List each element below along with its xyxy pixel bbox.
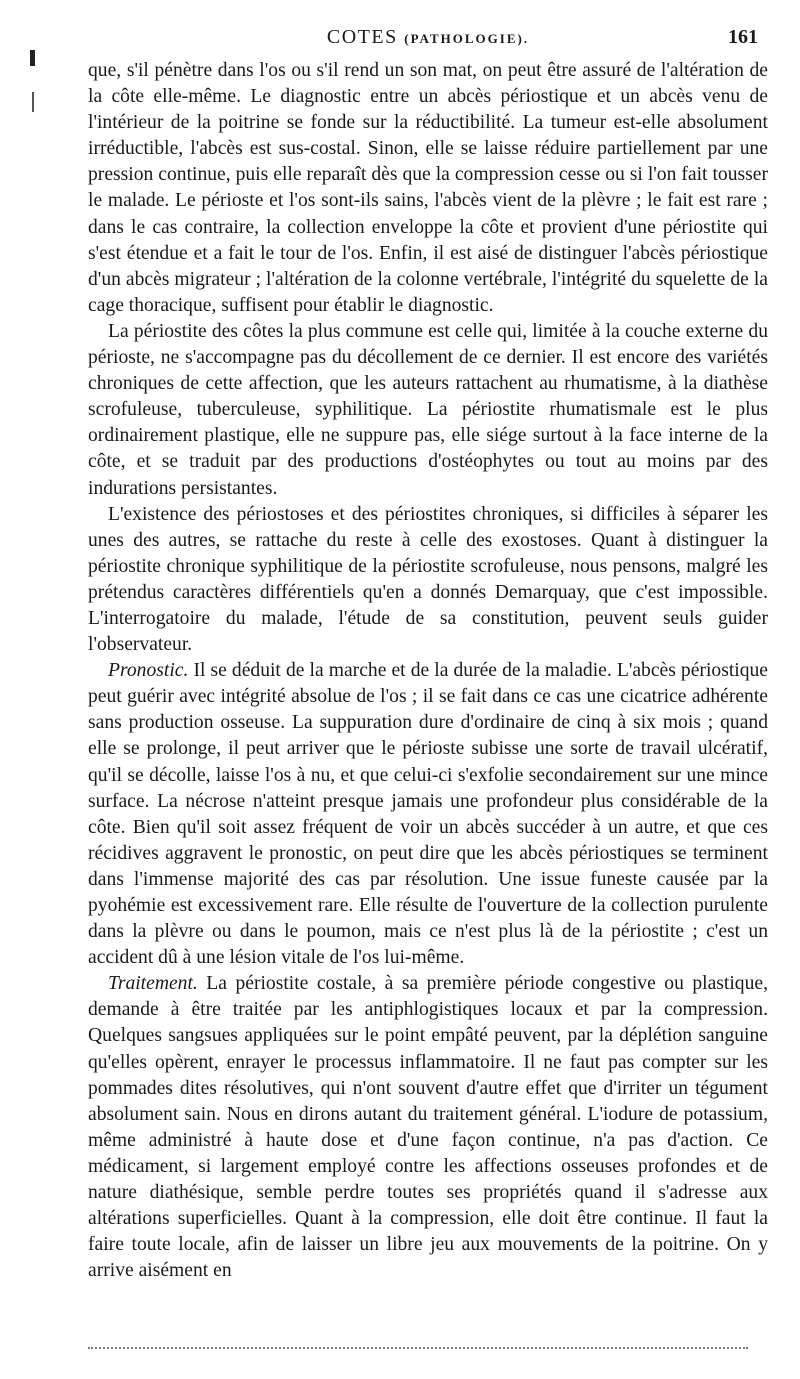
paragraph-text: Il se déduit de la marche et de la durée de la maladie. L'abcès périostique peut guérir avec intégrité absolue de l'os ; il se fait dans ce cas une cicatrice adhérente sans production osseuse. La suppuration dure d'ordinaire de cinq à six mois ; quand elle se prolonge, il peut arriver que le périoste subisse une sorte de travail ulcératif, qu'il se décolle, laisse l'os à nu, et que celui-ci s'exfolie secondairement sur une mince surface. La nécrose n'atteint presque jamais une profondeur plus considérable de la côte. Bien qu'il soit assez fréquent de voir un abcès succéder à un autre, et que ces récidives aggravent le pronostic, on peut dire que les abcès périostiques se terminent dans l'immense majorité des cas par résolution. Une issue funeste causée par la pyohémie est excessivement rare. Elle résulte de l'ouverture de la collection purulente dans la plèvre ou dans le poumon, mais ce n'est plus là de la périostite ; c'est un accident dû à une lésion vitale de l'os lui-même. (88, 660, 768, 969)
paragraph-traitement (88, 971, 768, 1284)
paragraph-text: L'existence des périostoses et des périostites chroniques, si difficiles à séparer les unes des autres, se rattache du reste à celle des exostoses. Quant à distinguer la périostite chronique syphilitique de la périostite scrofuleuse, nous pensons, malgré les prétendus caractères différentiels qu'en a donnés Demarquay, que c'est impossible. L'interrogatoire du malade, l'étude de sa constitution, peuvent seuls guider l'observateur. (88, 503, 768, 656)
margin-mark (30, 50, 35, 66)
margin-marks (30, 50, 44, 130)
paragraph (88, 58, 768, 319)
footer-rule (88, 1347, 748, 1349)
section-heading-traitement: Traitement. (108, 973, 198, 995)
running-head (88, 26, 768, 49)
paragraph (88, 502, 768, 659)
page-number: 161 (728, 26, 758, 48)
paragraph (88, 319, 768, 502)
section-heading-pronostic: Pronostic. (108, 660, 189, 682)
page-header (88, 26, 768, 56)
paragraph-pronostic (88, 658, 768, 971)
margin-mark (32, 92, 34, 112)
running-head-title: COTES (326, 26, 398, 48)
paragraph-text: La périostite des côtes la plus commune est celle qui, limitée à la couche externe du périoste, ne s'accompagne pas du décollement de ce dernier. Il est encore des variétés chroniques de cette affection, que les auteurs rattachent au rhumatisme, à la diathèse scrofuleuse, tuberculeuse, syphilitique. La périostite rhumatismale est le plus ordinairement plastique, elle ne suppure pas, elle siége surtout à la face interne de la côte, et se traduit par des productions d'ostéophytes ou tout au moins par des indurations persistantes. (88, 320, 768, 499)
paragraph-text: La périostite costale, à sa première période congestive ou plastique, demande à être traitée par les antiphlogistiques locaux et par la compression. Quelques sangsues appliquées sur le point empâté peuvent, par la déplétion sanguine qu'elles opèrent, enrayer le processus inflammatoire. Il ne faut pas compter sur les pommades dites résolutives, qui n'ont souvent d'autre effet que d'irriter un tégument absolument sain. Nous en dirons autant du traitement général. L'iodure de potassium, même administré à haute dose et d'une façon continue, n'a pas d'action. Ce médicament, si largement employé contre les affections osseuses profondes et de nature diathésique, semble perdre toutes ses propriétés quand il s'adresse aux altérations superficielles. Quant à la compression, elle doit être continue. Il faut la faire toute locale, afin de laisser un libre jeu aux mouvements de la poitrine. On y arrive aisément en (88, 973, 768, 1282)
paragraph-text: que, s'il pénètre dans l'os ou s'il rend un son mat, on peut être assuré de l'altération de la côte elle-même. Le diagnostic entre un abcès périostique et un abcès venu de l'intérieur de la poitrine se fonde sur la réductibilité. La tumeur est-elle absolument irréductible, l'abcès est sus-costal. Sinon, elle se laisse réduire partiellement par une pression continue, puis elle reparaît dès que la compression cesse ou si l'on fait tousser le malade. Le périoste et l'os sont-ils sains, l'abcès vient de la plèvre ; le fait est rare ; dans le cas contraire, la collection enveloppe la côte et provient d'une périostite qui s'est étendue et a fait le tour de l'os. Enfin, il est aisé de distinguer l'abcès périostique d'un abcès migrateur ; l'altération de la colonne vertébrale, l'intégrité du squelette de la cage thoracique, suffisent pour établir le diagnostic. (88, 60, 768, 316)
running-head-subtitle: (PATHOLOGIE). (404, 31, 530, 46)
body-text (88, 58, 768, 1284)
